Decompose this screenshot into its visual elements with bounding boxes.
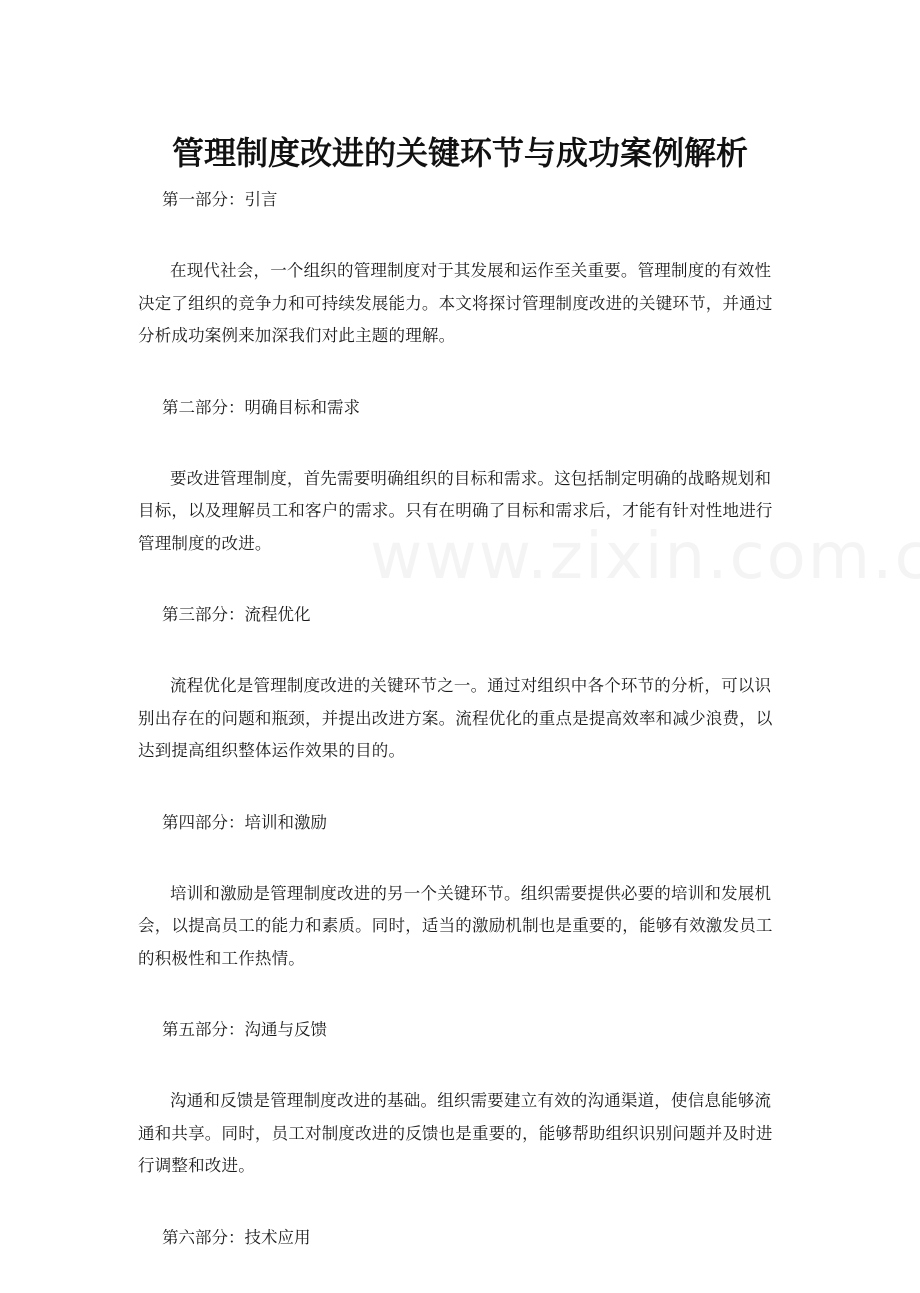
section-paragraph-1: 在现代社会，一个组织的管理制度对于其发展和运作至关重要。管理制度的有效性决定了组织的竞争力和可持续发展能力。本文将探讨管理制度改进的关键环节，并通过分析成功案例来加深我们对此主题的理解。 [138,261,773,345]
section-paragraph-5: 沟通和反馈是管理制度改进的基础。组织需要建立有效的沟通渠道，使信息能够流通和共享。同时，员工对制度改进的反馈也是重要的，能够帮助组织识别问题并及时进行调整和改进。 [138,1091,773,1175]
section-paragraph-4: 培训和激励是管理制度改进的另一个关键环节。组织需要提供必要的培训和发展机会，以提高员工的能力和素质。同时，适当的激励机制也是重要的，能够有效激发员工的积极性和工作热情。 [138,883,773,968]
section-heading-6: 第六部分：技术应用 [162,1227,311,1247]
section-heading-5: 第五部分：沟通与反馈 [162,1020,327,1039]
section-heading-4: 第四部分：培训和激励 [162,812,327,832]
document-body [138,184,784,1293]
section-heading-3: 第三部分：流程优化 [162,605,311,624]
section-paragraph-3: 流程优化是管理制度改进的关键环节之一。通过对组织中各个环节的分析，可以识别出存在的问题和瓶颈，并提出改进方案。流程优化的重点是提高效率和减少浪费，以达到提高组织整体运作效果的目的。 [138,676,773,760]
section-heading-2: 第二部分：明确目标和需求 [162,397,360,417]
document-title: 管理制度改进的关键环节与成功案例解析 [171,134,748,173]
section-paragraph-2: 要改进管理制度，首先需要明确组织的目标和需求。这包括制定明确的战略规划和目标，以及理解员工和客户的需求。只有在明确了目标和需求后，才能有针对性地进行管理制度的改进。 [138,468,773,553]
section-heading-1: 第一部分：引言 [162,190,278,209]
